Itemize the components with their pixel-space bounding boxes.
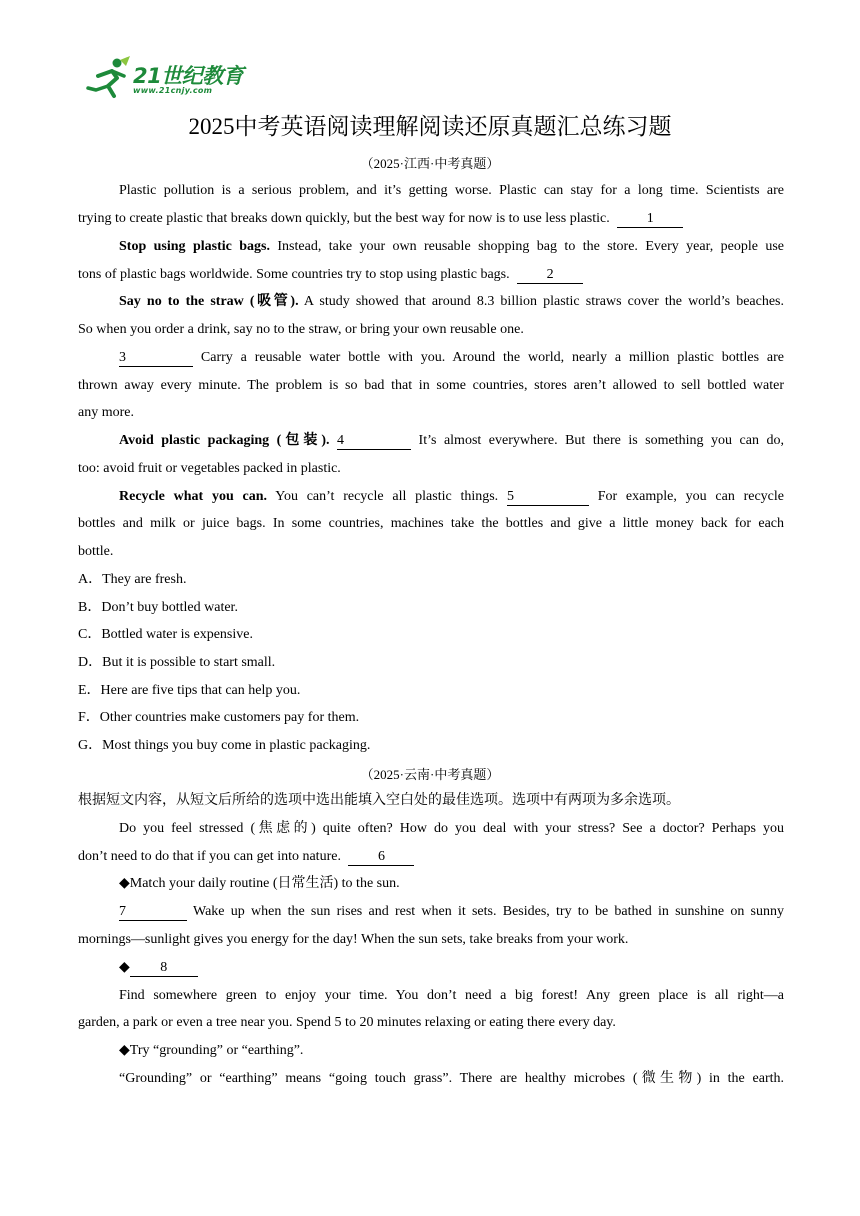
section1-source: （2025·江西·中考真题）	[360, 156, 500, 171]
s1-p2-line2: tons of plastic bags worldwide. Some countries try to stop using plastic bags. 2	[78, 265, 784, 285]
s1-p4-line1: 3 Carry a reusable water bottle with you. Around the world, nearly a million plastic bottles are	[119, 350, 785, 365]
option-e: E．Here are five tips that can help you.	[78, 683, 301, 698]
s2-heading2: ◆ 8	[119, 958, 784, 978]
section2-source: （2025·云南·中考真题）	[360, 767, 500, 782]
s2-p4-line1: “Grounding” or “earthing” means “going touch grass”. There are healthy microbes (微生物) in the earth.	[119, 1071, 784, 1086]
s2-heading1: ◆Match your daily routine (日常生活) to the sun.	[119, 876, 400, 891]
s1-p6-line1: Recycle what you can. You can’t recycle all plastic things. 5 For example, you can recycle	[119, 489, 784, 504]
s2-p1-line1: Do you feel stressed (焦虑的) quite often? How do you deal with your stress? See a doctor? Perhaps you	[119, 821, 784, 836]
s2-p1-line2: don’t need to do that if you can get into nature. 6	[78, 847, 784, 867]
logo-text: 21世纪教育	[133, 64, 244, 88]
option-c: C．Bottled water is expensive.	[78, 627, 253, 642]
document-title: 2025中考英语阅读理解阅读还原真题汇总练习题	[188, 114, 672, 139]
blank-4[interactable]: 4	[337, 433, 411, 450]
s1-p3-line2: So when you order a drink, say no to the straw, or bring your own reusable one.	[78, 322, 524, 337]
option-g: G．Most things you buy come in plastic packaging.	[78, 738, 371, 753]
s1-p1-line1: Plastic pollution is a serious problem, and it’s getting worse. Plastic can stay for a long time. Scientists are	[119, 183, 784, 198]
blank-1[interactable]: 1	[617, 211, 683, 228]
s1-p4-line2: thrown away every minute. The problem is so bad that in some countries, stores aren’t allowed to sell bottled water	[78, 378, 784, 393]
s1-p4-line3: any more.	[78, 405, 134, 420]
s1-p6-line2: bottles and milk or juice bags. In some countries, machines take the bottles and give a little money back for each	[78, 516, 784, 531]
option-a: A．They are fresh.	[78, 572, 187, 587]
s1-p3-line1: Say no to the straw (吸管). A study showed that around 8.3 billion plastic straws cover the world’s beaches.	[119, 294, 784, 309]
s2-p3-line1: Find somewhere green to enjoy your time. You don’t need a big forest! Any green place is all right—a	[119, 988, 784, 1003]
s1-p5-line1: Avoid plastic packaging (包装). 4 It’s almost everywhere. But there is something you can do,	[119, 433, 784, 448]
blank-8[interactable]: 8	[130, 960, 198, 977]
s2-p3-line2: garden, a park or even a tree near you. Spend 5 to 20 minutes relaxing or eating there every day.	[78, 1015, 616, 1030]
s2-p2-line2: mornings—sunlight gives you energy for the day! When the sun sets, take breaks from your work.	[78, 932, 629, 947]
option-d: D．But it is possible to start small.	[78, 655, 276, 670]
s1-p1-line2: trying to create plastic that breaks down quickly, but the best way for now is to use less plastic. 1	[78, 209, 784, 229]
s2-heading3: ◆Try “grounding” or “earthing”.	[119, 1043, 304, 1058]
s1-p2-line1: Stop using plastic bags. Instead, take your own reusable shopping bag to the store. Every year, people use	[119, 239, 784, 254]
s2-instruction: 根据短文内容，从短文后所给的选项中选出能填入空白处的最佳选项。选项中有两项为多余选项。	[78, 793, 680, 808]
blank-7[interactable]: 7	[119, 904, 187, 921]
option-f: F．Other countries make customers pay for them.	[78, 710, 360, 725]
option-b: B．Don’t buy bottled water.	[78, 600, 238, 615]
logo-url: www.21cnjy.com	[133, 86, 213, 95]
s2-p2-line1: 7 Wake up when the sun rises and rest when it sets. Besides, try to be bathed in sunshine on sunny	[119, 904, 785, 919]
s1-p5-line2: too: avoid fruit or vegetables packed in plastic.	[78, 461, 341, 476]
runner-logo-icon	[84, 56, 132, 100]
logo	[84, 56, 254, 100]
s1-p6-line3: bottle.	[78, 544, 114, 559]
blank-6[interactable]: 6	[348, 849, 414, 866]
blank-5[interactable]: 5	[507, 489, 589, 506]
blank-3[interactable]: 3	[119, 350, 193, 367]
blank-2[interactable]: 2	[517, 267, 583, 284]
